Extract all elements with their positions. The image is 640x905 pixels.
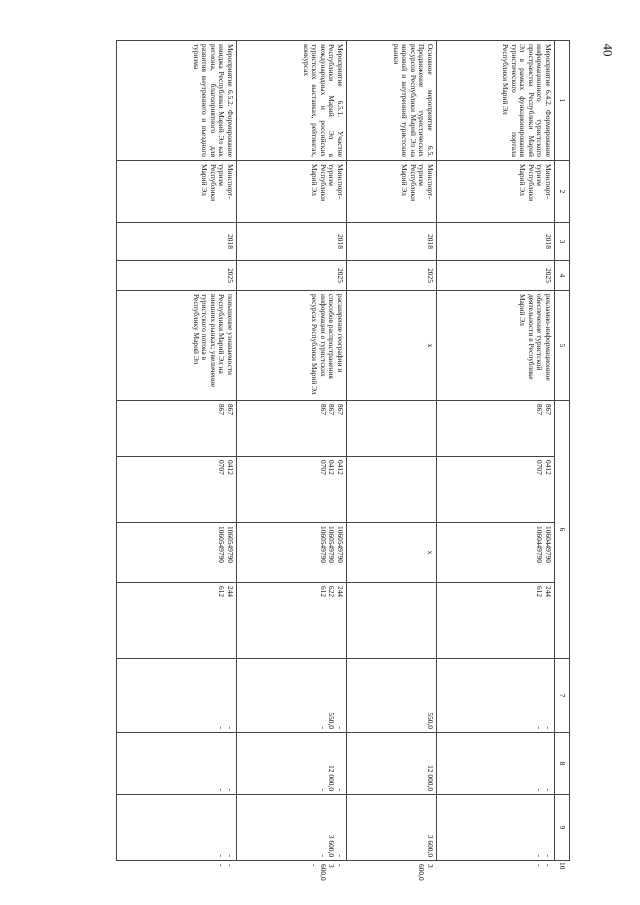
- cell-col7-value: -: [336, 726, 345, 730]
- cell-name: Мероприятие 6.5.1. Участие Республики Марий Эл в международных и российских туристских выставках, рейтингах, конкурсах: [237, 41, 347, 161]
- cell-csr: [437, 523, 555, 583]
- cell-csr-value: 1060449790: [535, 526, 545, 563]
- cell-col9: [237, 795, 347, 861]
- cell-csr-value: x: [426, 550, 435, 555]
- cell-col7-value: -: [217, 726, 227, 730]
- cell-rzpr-value: 0707: [318, 460, 328, 475]
- cell-col8-value: 12 000,0: [327, 765, 337, 792]
- cell-col7-value: -: [535, 726, 545, 730]
- cell-grbs-value: 867: [535, 404, 545, 416]
- cell-col9-value: 3 600,0: [426, 834, 435, 858]
- cell-csr-value: 1060549790: [327, 526, 337, 563]
- cell-col7: [347, 659, 437, 733]
- table-body: [117, 41, 555, 881]
- cell-rzpr: [237, 457, 347, 523]
- cell-csr-value: 1060549790: [217, 526, 227, 563]
- table-row: Мероприятие 6.4.2. Формирование информационного туристского пространства Республики Марий Эл в рамках функционирования туристического портала Республики Марий Эл Минспорт-туризм Республики Марий Эл 2018 2025 рекламно-информационное обеспечение туристской деятельности в Республике Марий Эл 867 867 0412 0707 1060449790 1060449790 244 612 - - - - - - - -: [437, 41, 555, 861]
- cell-name: Основное мероприятие 6.5. Продвижение туристических ресурсов Республики Марий Эл на мировой и внутренний туристские рынки: [347, 41, 437, 161]
- cell-start: 2018: [437, 223, 555, 261]
- cell-start: 2018: [237, 223, 347, 261]
- program-table: [116, 40, 570, 881]
- cell-executor: Минспорт-туризм Республики Марий Эл: [347, 161, 437, 223]
- cell-end: 2025: [117, 261, 237, 291]
- cell-col7-value: 550,0: [327, 712, 337, 730]
- cell-rzpr: [117, 457, 237, 523]
- cell-end: 2025: [347, 261, 437, 291]
- header-col-7: 7: [555, 659, 570, 733]
- cell-result: расширение географии и способов распространения информации о туристских ресурсах Республики Марий Эл: [237, 291, 347, 401]
- cell-col9-value: -: [535, 854, 545, 858]
- table-row: Основное мероприятие 6.5. Продвижение туристических ресурсов Республики Марий Эл на мировой и внутренний туристские рынки Минспорт-туризм Республики Марий Эл 2018 2025 x x 550,0 12 000,0 3 600,0 3 600,0: [347, 41, 437, 861]
- cell-csr-value: 1060549790: [226, 526, 235, 563]
- cell-csr: [347, 523, 437, 583]
- cell-col9-value: -: [544, 854, 553, 858]
- cell-vr-value: 244: [226, 586, 235, 598]
- header-col-8: 8: [555, 733, 570, 795]
- cell-grbs: [347, 401, 437, 457]
- cell-result: рекламно-информационное обеспечение туристской деятельности в Республике Марий Эл: [437, 291, 555, 401]
- cell-col9-value: -: [318, 854, 328, 858]
- cell-grbs-value: 867: [226, 404, 235, 416]
- cell-executor: Минспорт-туризм Республики Марий Эл: [117, 161, 237, 223]
- cell-rzpr-value: 0412: [226, 460, 235, 475]
- cell-csr-value: 1060549790: [336, 526, 345, 563]
- cell-rzpr: [437, 457, 555, 523]
- cell-csr-value: 1060449790: [544, 526, 553, 563]
- cell-col8-value: -: [336, 788, 345, 792]
- cell-start: 2018: [347, 223, 437, 261]
- cell-col8-value: -: [544, 788, 553, 792]
- cell-vr: [117, 583, 237, 659]
- cell-col7: [117, 659, 237, 733]
- cell-grbs: [437, 401, 555, 457]
- header-col-6: 6: [555, 401, 570, 659]
- cell-rzpr-value: 0707: [217, 460, 227, 475]
- cell-col7: [237, 659, 347, 733]
- cell-vr: [437, 583, 555, 659]
- cell-col8-value: -: [318, 788, 328, 792]
- header-col-5: 5: [555, 291, 570, 401]
- cell-col7-value: -: [226, 726, 235, 730]
- table-row: Мероприятие 6.5.2. Формирование имиджа Республики Марий Эл как региона, благоприятного для развития внутреннего и въездного туризма Минспорт-туризм Республики Марий Эл 2018 2025 повышение узнаваемости Республики Марий Эл на внешних рынках; увеличение туристского потока в Республику Марий Эл 867 867 0412 0707 1060549790 1060549790 244 612 - - - - - - - -: [117, 41, 237, 861]
- page-number: 40: [600, 43, 616, 57]
- cell-rzpr-value: 0412: [336, 460, 345, 475]
- cell-end: 2025: [237, 261, 347, 291]
- cell-rzpr-value: 0707: [535, 460, 545, 475]
- cell-col9: [347, 795, 437, 861]
- cell-grbs: [117, 401, 237, 457]
- cell-csr: [117, 523, 237, 583]
- cell-rzpr-value: 0412: [544, 460, 553, 475]
- cell-grbs-value: 867: [336, 404, 345, 416]
- cell-result: повышение узнаваемости Республики Марий Эл на внешних рынках; увеличение туристского потока в Республику Марий Эл: [117, 291, 237, 401]
- cell-col8: [117, 733, 237, 795]
- cell-vr-value: 244: [544, 586, 553, 598]
- cell-vr: [237, 583, 347, 659]
- cell-vr-value: 622: [327, 586, 337, 598]
- cell-grbs-value: 867: [544, 404, 553, 416]
- cell-col8-value: -: [217, 788, 227, 792]
- header-col-2: 2: [555, 161, 570, 223]
- header-col-9: 9: [555, 795, 570, 861]
- cell-col8: [347, 733, 437, 795]
- cell-vr-value: 244: [336, 586, 345, 598]
- cell-col9: [437, 795, 555, 861]
- rotated-table-container: [90, 40, 570, 881]
- cell-col9-value: -: [336, 854, 345, 858]
- header-row: 1 2 3 4 5 6 7 8 9 10: [555, 41, 570, 861]
- cell-executor: Минспорт-туризм Республики Марий Эл: [237, 161, 347, 223]
- cell-col9: [117, 795, 237, 861]
- cell-vr-value: 612: [535, 586, 545, 598]
- cell-grbs-value: 867: [327, 404, 337, 416]
- cell-vr-value: 612: [318, 586, 328, 598]
- cell-col9-value: -: [217, 854, 227, 858]
- cell-vr-value: 612: [217, 586, 227, 598]
- cell-grbs-value: 867: [318, 404, 328, 416]
- cell-col7-value: 550,0: [426, 712, 435, 730]
- cell-csr-value: 1060549790: [318, 526, 328, 563]
- cell-grbs-value: 867: [217, 404, 227, 416]
- cell-rzpr-value: 0412: [327, 460, 337, 475]
- cell-col8-value: 12 000,0: [426, 765, 435, 792]
- table-row: Мероприятие 6.5.1. Участие Республики Марий Эл в международных и российских туристских выставках, рейтингах, конкурсах Минспорт-туризм Республики Марий Эл 2018 2025 расширение географии и способов распространения информации о туристских ресурсах Республики Марий Эл 867 867 867 0412 0412 0707 1060549790 1060549790 1060549790 244 622 612 - 550,0 - - 12 000,0 - - 3 600,0 - - 3 600,0 -: [237, 41, 347, 861]
- cell-col9-value: 3 600,0: [327, 834, 337, 858]
- cell-grbs: [237, 401, 347, 457]
- cell-col7-value: -: [318, 726, 328, 730]
- cell-col8: [237, 733, 347, 795]
- cell-result: x: [347, 291, 437, 401]
- cell-start: 2018: [117, 223, 237, 261]
- cell-col8-value: -: [535, 788, 545, 792]
- cell-vr: [347, 583, 437, 659]
- cell-col8-value: -: [226, 788, 235, 792]
- header-col-3: 3: [555, 223, 570, 261]
- cell-col7: [437, 659, 555, 733]
- cell-name: Мероприятие 6.5.2. Формирование имиджа Республики Марий Эл как региона, благоприятного для развития внутреннего и въездного туризма: [117, 41, 237, 161]
- header-col-1: 1: [555, 41, 570, 161]
- cell-col7-value: -: [544, 726, 553, 730]
- cell-end: 2025: [437, 261, 555, 291]
- header-col-4: 4: [555, 261, 570, 291]
- cell-col9-value: -: [226, 854, 235, 858]
- cell-rzpr: [347, 457, 437, 523]
- cell-name: Мероприятие 6.4.2. Формирование информационного туристского пространства Республики Марий Эл в рамках функционирования туристического портала Республики Марий Эл: [437, 41, 555, 161]
- cell-csr: [237, 523, 347, 583]
- cell-executor: Минспорт-туризм Республики Марий Эл: [437, 161, 555, 223]
- cell-col8: [437, 733, 555, 795]
